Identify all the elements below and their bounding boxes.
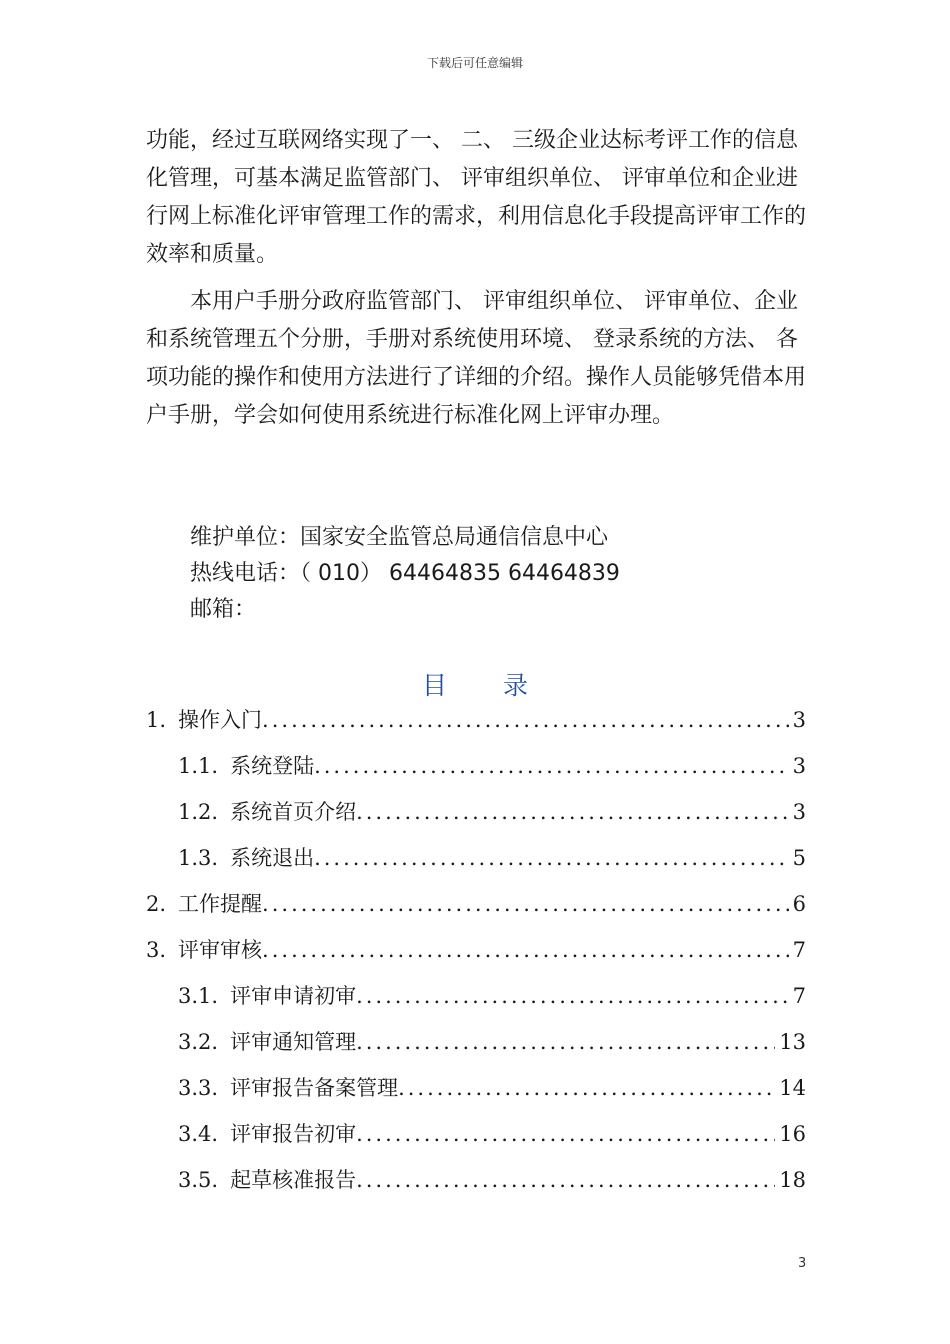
intro-paragraph-continued: 功能，经过互联网络实现了一、 二、 三级企业达标考评工作的信息化管理，可基本满足监管部门、 评审组织单位、 评审单位和企业进行网上标准化评审管理工作的需求，利用信息化手段提高评审工作的效率和质量。 — [146, 128, 807, 267]
toc-entry-title: 评审申请初审 — [230, 984, 357, 1008]
toc-entry-page: 7 — [792, 938, 806, 962]
toc-entry[interactable] — [146, 1065, 806, 1111]
toc-dot-leader — [314, 835, 789, 881]
toc-entry-number: 1.3. — [178, 846, 219, 870]
toc-dot-leader — [262, 927, 789, 973]
email: 邮箱： — [190, 597, 257, 622]
toc-entry-number: 1.1. — [178, 754, 219, 778]
toc-entry-title: 起草核准报告 — [230, 1168, 357, 1192]
toc-entry[interactable] — [146, 973, 806, 1019]
toc-entry-page: 13 — [779, 1030, 806, 1054]
toc-entry[interactable] — [146, 1157, 806, 1203]
toc-entry[interactable] — [146, 789, 806, 835]
toc-dot-leader — [356, 789, 789, 835]
toc-entry-page: 5 — [792, 846, 806, 870]
toc-entry-number: 1. — [146, 708, 167, 732]
toc-dot-leader — [356, 1157, 775, 1203]
toc-entry-title: 操作入门 — [178, 708, 263, 732]
toc-entry-title: 系统登陆 — [230, 754, 315, 778]
toc-entry-number: 3.2. — [178, 1030, 219, 1054]
toc-entry-number: 3.3. — [178, 1076, 219, 1100]
hotline: 热线电话：（ 010） 64464835 64464839 — [190, 561, 620, 586]
toc-entry-page: 3 — [792, 754, 806, 778]
page-header: 下载后可任意编辑 — [426, 56, 523, 70]
toc-entry[interactable] — [146, 743, 806, 789]
toc-entry-title: 工作提醒 — [178, 892, 263, 916]
toc-entry-title: 系统退出 — [230, 846, 315, 870]
toc-entry[interactable] — [146, 927, 806, 973]
maintenance-unit: 维护单位：国家安全监管总局通信信息中心 — [190, 525, 609, 550]
toc-entry-title: 系统首页介绍 — [230, 800, 357, 824]
toc-entry-page: 7 — [792, 984, 806, 1008]
toc-entry-number: 3.1. — [178, 984, 219, 1008]
toc-dot-leader — [314, 743, 789, 789]
toc-entry[interactable] — [146, 697, 806, 743]
intro-paragraph-manual: 本用户手册分政府监管部门、 评审组织单位、 评审单位、企业和系统管理五个分册，手册对系统使用环境、 登录系统的方法、 各项功能的操作和使用方法进行了详细的介绍。操作人员能够凭借本用户手册，学会如何使用系统进行标准化网上评审办理。 — [146, 289, 807, 428]
toc-entry-title: 评审报告备案管理 — [230, 1076, 399, 1100]
toc-entry-page: 16 — [779, 1122, 806, 1146]
toc-entry[interactable] — [146, 1019, 806, 1065]
toc-entry-number: 1.2. — [178, 800, 219, 824]
toc-dot-leader — [356, 1111, 775, 1157]
toc-dot-leader — [356, 1019, 775, 1065]
toc-dot-leader — [356, 973, 789, 1019]
table-of-contents — [146, 697, 806, 1203]
toc-entry-page: 6 — [792, 892, 806, 916]
toc-entry-number: 3.5. — [178, 1168, 219, 1192]
toc-entry-title: 评审报告初审 — [230, 1122, 357, 1146]
toc-entry-page: 3 — [792, 708, 806, 732]
toc-dot-leader — [262, 881, 789, 927]
toc-entry-number: 3. — [146, 938, 167, 962]
toc-title: 目 录 — [422, 671, 552, 700]
toc-dot-leader — [262, 697, 789, 743]
toc-dot-leader — [398, 1065, 775, 1111]
toc-entry-number: 3.4. — [178, 1122, 219, 1146]
toc-entry-title: 评审通知管理 — [230, 1030, 357, 1054]
toc-entry-title: 评审审核 — [178, 938, 263, 962]
toc-entry-page: 18 — [779, 1168, 806, 1192]
toc-entry[interactable] — [146, 1111, 806, 1157]
page-number: 3 — [798, 1256, 807, 1271]
toc-entry[interactable] — [146, 835, 806, 881]
toc-entry-page: 3 — [792, 800, 806, 824]
toc-entry-number: 2. — [146, 892, 167, 916]
toc-entry[interactable] — [146, 881, 806, 927]
toc-entry-page: 14 — [779, 1076, 806, 1100]
